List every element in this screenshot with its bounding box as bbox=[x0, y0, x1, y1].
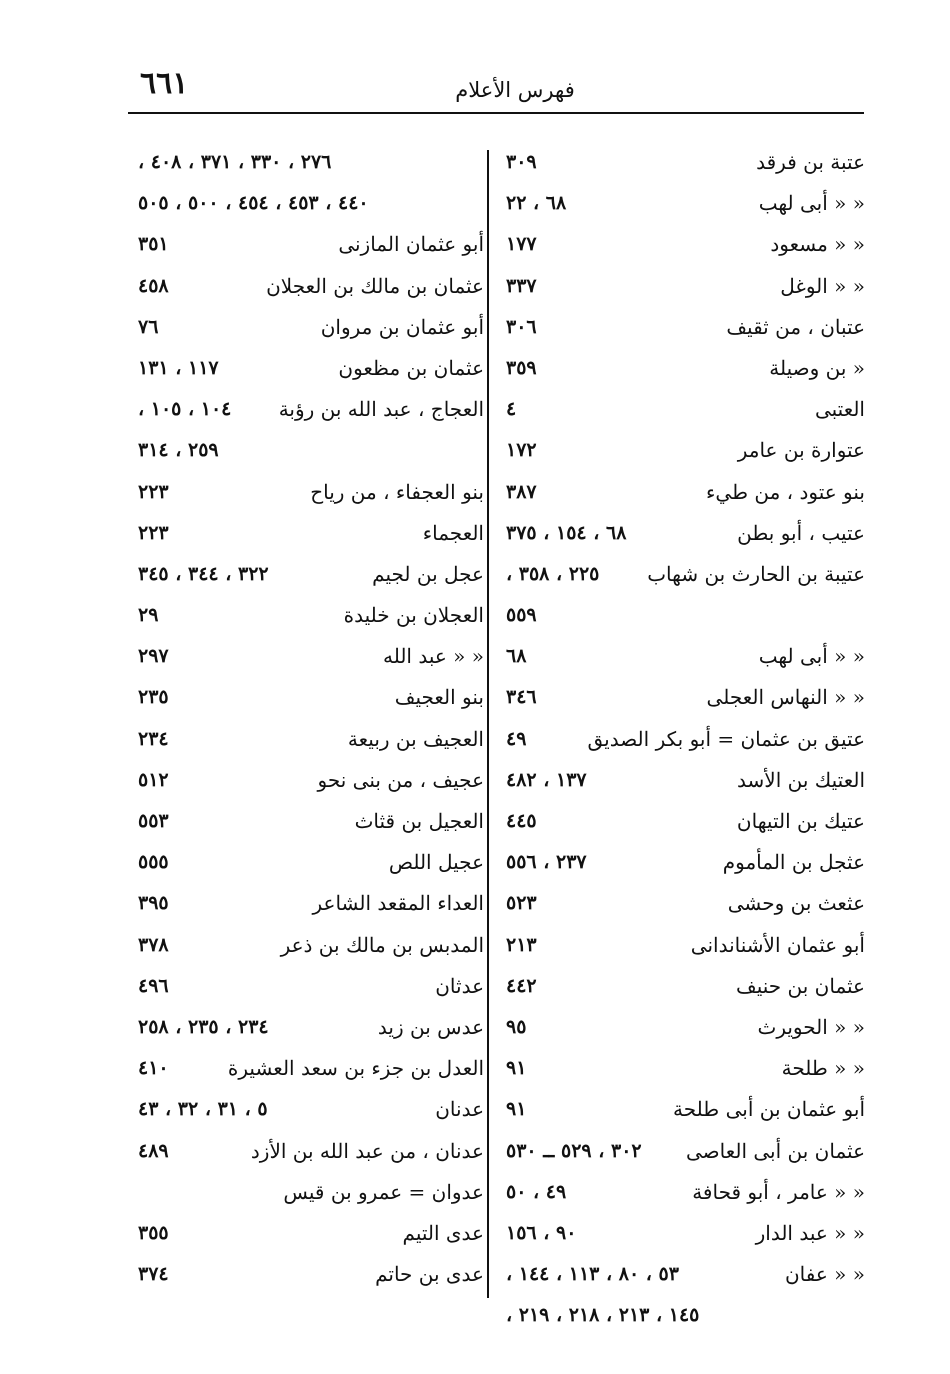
index-entry bbox=[500, 925, 865, 966]
entry-name: العجماء bbox=[422, 520, 484, 545]
index-entry bbox=[500, 677, 865, 718]
entry-pages: ٤٥٨ bbox=[138, 274, 169, 297]
index-entry bbox=[132, 1007, 484, 1048]
entry-name: أبو عثمان الأشناندانى bbox=[690, 932, 865, 957]
entry-name: « « عبد الدار bbox=[755, 1220, 865, 1245]
entry-name: العجاج ، عبد الله بن رؤبة bbox=[278, 397, 484, 422]
entry-pages: ٣٥١ bbox=[138, 233, 169, 256]
left-column bbox=[132, 142, 484, 1295]
entry-name: المدبس بن مالك بن ذعر bbox=[280, 932, 484, 957]
index-entry bbox=[500, 1213, 865, 1254]
index-entry bbox=[500, 142, 865, 183]
entry-name: « « طلحة bbox=[781, 1056, 865, 1081]
entry-name: « « الحويرث bbox=[757, 1014, 865, 1039]
entry-name: عدثان bbox=[435, 973, 484, 998]
entry-pages: ٦٨ bbox=[506, 645, 527, 668]
index-entry bbox=[500, 1048, 865, 1089]
entry-name: عثجل بن المأموم bbox=[722, 850, 865, 875]
entry-pages: ٥ ، ٣١ ، ٣٢ ، ٤٣ bbox=[138, 1098, 268, 1121]
index-entry bbox=[132, 348, 484, 389]
entry-pages: ٣٥٥ bbox=[138, 1221, 169, 1244]
entry-pages: ٩١ bbox=[506, 1098, 527, 1121]
entry-name: العداء المقعد الشاعر bbox=[312, 891, 484, 916]
entry-name: عثعث بن وحشى bbox=[727, 891, 865, 916]
entry-pages: ٥٥٣ bbox=[138, 810, 169, 832]
entry-name: عتيبة بن الحارث بن شهاب bbox=[647, 561, 865, 586]
entry-pages: ٣٢٢ ، ٣٤٤ ، ٣٤٥ bbox=[138, 562, 269, 585]
index-entry bbox=[500, 307, 865, 348]
entry-name: العدل بن جزء بن سعد العشيرة bbox=[227, 1056, 484, 1081]
index-entry bbox=[132, 1048, 484, 1089]
index-entry bbox=[132, 677, 484, 718]
entry-pages: ٧٦ bbox=[138, 315, 159, 338]
entry-pages: ٣٩٥ bbox=[138, 892, 169, 915]
entry-pages: ٩٥ bbox=[506, 1015, 527, 1038]
entry-name: بنو العجيف bbox=[394, 685, 484, 710]
index-entry bbox=[132, 925, 484, 966]
entry-pages: ٤٩ ، ٥٠ bbox=[506, 1180, 567, 1203]
entry-pages: ٣٠٩ bbox=[506, 151, 537, 173]
index-entry bbox=[500, 801, 865, 842]
entry-name: بنو العجفاء ، من رياح bbox=[310, 479, 484, 504]
index-entry bbox=[500, 1089, 865, 1130]
index-entry bbox=[132, 389, 484, 430]
entry-pages: ٤٤٠ ، ٤٥٣ ، ٤٥٤ ، ٥٠٠ ، ٥٠٥ bbox=[138, 192, 369, 215]
entry-name: عتيب ، أبو بطن bbox=[737, 520, 865, 545]
entry-pages: ٥٥٥ bbox=[138, 851, 169, 874]
entry-name: عتوارة بن عامر bbox=[737, 438, 865, 463]
header-rule bbox=[128, 112, 864, 114]
entry-pages: ٣٣٧ bbox=[506, 274, 537, 297]
entry-pages: ١٣٧ ، ٤٨٢ bbox=[506, 768, 587, 791]
entry-name: أبو عثمان المازنى bbox=[338, 232, 484, 257]
entry-pages: ٦٨ ، ٢٢ bbox=[506, 192, 567, 215]
index-entry bbox=[132, 266, 484, 307]
index-entry bbox=[500, 1295, 865, 1336]
entry-pages: ٢٢٣ bbox=[138, 521, 169, 544]
entry-name: عتيق بن عثمان = أبو بكر الصديق bbox=[587, 726, 865, 751]
entry-pages: ١١٧ ، ١٣١ bbox=[138, 356, 219, 379]
entry-pages: ١٤٥ ، ٢١٣ ، ٢١٨ ، ٢١٩ ، bbox=[506, 1304, 700, 1327]
index-entry bbox=[500, 1007, 865, 1048]
entry-pages: ٢٧٦ ، ٣٣٠ ، ٣٧١ ، ٤٠٨ ، bbox=[138, 151, 332, 173]
entry-name: أبو عثمان بن مروان bbox=[320, 314, 484, 339]
index-entry bbox=[500, 883, 865, 924]
entry-name: « « مسعود bbox=[770, 232, 865, 257]
index-entry bbox=[500, 842, 865, 883]
entry-pages: ٥١٢ bbox=[138, 768, 169, 791]
entry-name: عثمان بن أبى العاصى bbox=[685, 1138, 865, 1163]
entry-pages: ٢٣٤ ، ٢٣٥ ، ٢٥٨ bbox=[138, 1015, 269, 1038]
entry-pages: ٤٨٩ bbox=[138, 1139, 169, 1162]
index-entry bbox=[500, 595, 865, 636]
entry-name: عدنان bbox=[435, 1097, 484, 1122]
entry-pages: ٢٩٧ bbox=[138, 645, 169, 668]
entry-name: عتيك بن التيهان bbox=[736, 809, 865, 833]
index-entry bbox=[500, 389, 865, 430]
entry-name: عجيل اللص bbox=[388, 850, 484, 875]
entry-pages: ٣٠٢ ، ٥٢٩ ــ ٥٣٠ bbox=[506, 1139, 642, 1162]
entry-name: عدنان ، من عبد الله بن الأزد bbox=[250, 1138, 484, 1163]
entry-pages: ٤١٠ bbox=[138, 1057, 169, 1080]
index-entry bbox=[132, 595, 484, 636]
index-entry bbox=[132, 183, 484, 224]
index-entry bbox=[132, 1131, 484, 1172]
entry-pages: ٩١ bbox=[506, 1057, 527, 1080]
index-entry bbox=[132, 554, 484, 595]
index-entry bbox=[500, 1172, 865, 1213]
entry-pages: ٢٣٤ bbox=[138, 727, 169, 750]
index-entry bbox=[500, 430, 865, 471]
entry-name: « « عفان bbox=[784, 1262, 865, 1287]
entry-pages: ٤٩٦ bbox=[138, 974, 169, 997]
index-entry bbox=[500, 1131, 865, 1172]
index-entry bbox=[132, 513, 484, 554]
index-entry bbox=[500, 1254, 865, 1295]
entry-pages: ٢١٣ bbox=[506, 933, 537, 956]
entry-pages: ٤ bbox=[506, 398, 517, 421]
index-entry bbox=[500, 183, 865, 224]
index-entry bbox=[132, 1089, 484, 1130]
entry-name: « « عامر ، أبو قحافة bbox=[692, 1179, 865, 1204]
index-entry bbox=[132, 1254, 484, 1295]
entry-name: العجيل بن قثاث bbox=[354, 809, 484, 833]
index-entry bbox=[500, 719, 865, 760]
entry-pages: ٣٠٦ bbox=[506, 315, 537, 338]
index-entry bbox=[500, 554, 865, 595]
entry-pages: ٤٤٥ bbox=[506, 810, 537, 832]
entry-name: عدس بن زيد bbox=[377, 1014, 484, 1039]
entry-pages: ٢٢٣ bbox=[138, 480, 169, 503]
entry-name: « « النهاس العجلى bbox=[706, 685, 865, 710]
entry-name: عثمان بن حنيف bbox=[736, 973, 865, 998]
entry-pages: ٢٣٥ bbox=[138, 686, 169, 709]
entry-pages: ٣٨٧ bbox=[506, 480, 537, 503]
entry-pages: ٥٣ ، ٨٠ ، ١١٣ ، ١٤٤ ، bbox=[506, 1263, 679, 1286]
entry-pages: ١٠٤ ، ١٠٥ ، bbox=[138, 398, 232, 421]
entry-pages: ٣٧٤ bbox=[138, 1263, 169, 1286]
entry-name: بنو عتود ، من طيء bbox=[706, 479, 865, 504]
entry-name: عجيف ، من بنى نحو bbox=[317, 767, 484, 792]
index-entry bbox=[500, 966, 865, 1007]
index-entry bbox=[132, 966, 484, 1007]
index-entry bbox=[132, 142, 484, 183]
index-entry bbox=[500, 266, 865, 307]
right-column bbox=[500, 142, 865, 1336]
index-entry bbox=[132, 719, 484, 760]
entry-pages: ٩٠ ، ١٥٦ bbox=[506, 1221, 577, 1244]
entry-name: العجيف بن ربيعة bbox=[347, 726, 484, 751]
entry-name: عدوان = عمرو بن قيس bbox=[283, 1179, 484, 1204]
index-entry bbox=[132, 801, 484, 842]
entry-name: عثمان بن مظعون bbox=[338, 355, 484, 380]
entry-pages: ١٧٧ bbox=[506, 233, 537, 256]
entry-name: عدى بن حاتم bbox=[375, 1262, 484, 1287]
index-entry bbox=[132, 636, 484, 677]
index-entry bbox=[500, 472, 865, 513]
index-entry bbox=[132, 1172, 484, 1213]
index-entry bbox=[500, 513, 865, 554]
index-entry bbox=[132, 1213, 484, 1254]
entry-name: عثمان بن مالك بن العجلان bbox=[266, 273, 484, 298]
entry-pages: ٤٩ bbox=[506, 727, 527, 750]
entry-name: العجلان بن خليدة bbox=[343, 603, 484, 628]
entry-pages: ٢٣٧ ، ٥٥٦ bbox=[506, 851, 587, 874]
entry-pages: ٥٢٣ bbox=[506, 892, 537, 915]
entry-name: « بن وصيلة bbox=[769, 355, 865, 380]
entry-pages: ٢٥٩ ، ٣١٤ bbox=[138, 439, 219, 462]
entry-name: « « أبى لهب bbox=[758, 191, 865, 216]
index-entry bbox=[132, 307, 484, 348]
entry-name: « « الوغل bbox=[780, 273, 865, 298]
index-entry bbox=[500, 636, 865, 677]
index-entry bbox=[500, 348, 865, 389]
entry-pages: ١٧٢ bbox=[506, 439, 537, 462]
index-entry bbox=[132, 760, 484, 801]
entry-pages: ٣٥٩ bbox=[506, 356, 537, 379]
index-entry bbox=[132, 842, 484, 883]
entry-name: العتبى bbox=[814, 397, 865, 422]
index-entry bbox=[132, 430, 484, 471]
index-entry bbox=[500, 760, 865, 801]
entry-name: العتيك بن الأسد bbox=[737, 767, 865, 792]
index-entry bbox=[500, 224, 865, 265]
index-entry bbox=[132, 472, 484, 513]
entry-name: عتبة بن فرقد bbox=[756, 150, 865, 174]
page-number: ٦٦١ bbox=[140, 66, 189, 101]
index-entry bbox=[132, 883, 484, 924]
index-entry bbox=[132, 224, 484, 265]
entry-pages: ٣٧٨ bbox=[138, 933, 169, 956]
entry-pages: ٤٤٢ bbox=[506, 974, 537, 997]
entry-pages: ٥٥٩ bbox=[506, 604, 537, 627]
entry-pages: ٣٤٦ bbox=[506, 686, 537, 709]
page-title: فهرس الأعلام bbox=[455, 78, 575, 102]
entry-name: عدى التيم bbox=[402, 1220, 484, 1245]
entry-name: عتبان ، من ثقيف bbox=[726, 314, 865, 339]
entry-pages: ٢٢٥ ، ٣٥٨ ، bbox=[506, 562, 600, 585]
entry-pages: ٢٩ bbox=[138, 604, 159, 627]
entry-name: عجل بن لجيم bbox=[372, 561, 484, 586]
column-divider bbox=[487, 150, 489, 1298]
entry-pages: ٦٨ ، ١٥٤ ، ٣٧٥ bbox=[506, 521, 627, 544]
entry-name: « « أبى لهب bbox=[758, 644, 865, 669]
entry-name: أبو عثمان بن أبى طلحة bbox=[673, 1097, 865, 1122]
entry-name: « « عبد الله bbox=[382, 644, 484, 669]
